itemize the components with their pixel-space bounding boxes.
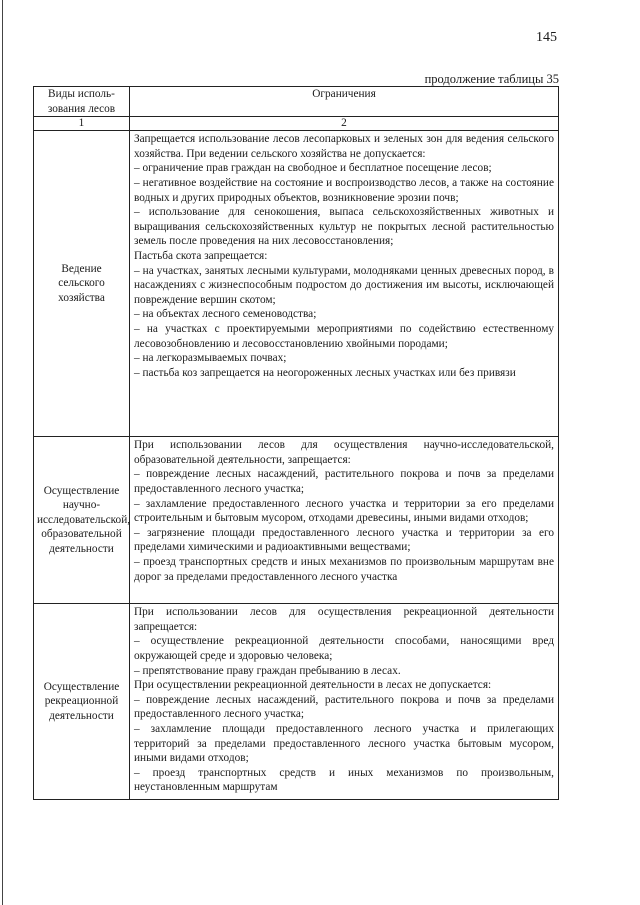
row-restrictions <box>130 604 559 800</box>
header-restrictions: Ограничения <box>130 87 559 117</box>
row-restrictions <box>130 131 559 437</box>
table-row <box>34 437 559 604</box>
table-header-row <box>34 87 559 117</box>
restriction-line: – препятствование праву граждан пребыванию в лесах. <box>134 664 401 677</box>
restrictions-table <box>33 86 559 800</box>
page-number: 145 <box>536 30 557 45</box>
restriction-line: – на участках, занятых лесными культурами, молодняками ценных древесных пород, в насаждениях с жизнеспособным подростом до достижения им высоты, исключающей повреждение вершин скотом; <box>134 264 554 306</box>
row-category: Осуществление рекреационной деятельности <box>34 604 130 800</box>
column-number-2: 2 <box>130 117 559 131</box>
restriction-line: – повреждение лесных насаждений, растительного покрова и почв за пределами предоставленного лесного участка; <box>134 468 554 495</box>
restriction-line: При использовании лесов для осуществления научно-исследовательской, образовательной деятельности, запрещается: <box>134 439 554 466</box>
restriction-line: – пастьба коз запрещается на неогороженных лесных участках или без привязи <box>134 366 516 379</box>
restriction-line: – использование для сенокошения, выпаса сельскохозяйственных животных и выращивания сельскохозяйственных культур не покрытых лесной растительностью земель после проведения на них лесовосстановления; <box>134 206 554 248</box>
column-number-1: 1 <box>34 117 130 131</box>
restriction-line: Пастьба скота запрещается: <box>134 249 268 262</box>
restriction-line: Запрещается использование лесов лесопарковых и зеленых зон для ведения сельского хозяйства. При ведении сельского хозяйства не допускается: <box>134 133 554 160</box>
restriction-line: При использовании лесов для осуществления рекреационной деятельности запрещается: <box>134 606 554 633</box>
row-category: Ведение сельского хозяйства <box>34 131 130 437</box>
table-continuation-label: продолжение таблицы 35 <box>424 72 559 86</box>
restriction-line: – повреждение лесных насаждений, растительного покрова и почв за пределами предоставленного лесного участка; <box>134 693 554 721</box>
restriction-line: – проезд транспортных средств и иных механизмов по произвольным маршрутам вне дорог за пределами предоставленного лесного участка <box>134 555 554 583</box>
restriction-line: – на участках с проектируемыми мероприятиями по содействию естественному лесовозобновлению и лесовосстановлению хвойными породами; <box>134 322 554 350</box>
restriction-line: – проезд транспортных средств и иных механизмов по произвольным, неустановленным маршрутам <box>134 766 554 794</box>
restriction-line: – загрязнение площади предоставленного лесного участка и территории за его пределами химическими и радиоактивными веществами; <box>134 526 554 554</box>
table-row <box>34 604 559 800</box>
table-row <box>34 131 559 437</box>
restriction-line: – на объектах лесного семеноводства; <box>134 308 317 321</box>
restriction-line: – на легкоразмываемых почвах; <box>134 352 287 365</box>
header-forest-use-types: Виды исполь-зования лесов <box>34 87 130 117</box>
page-binding-edge <box>2 0 3 905</box>
restriction-line: – захламление предоставленного лесного участка и территории за его пределами строительным и бытовым мусором, отходами древесины, иными видами отходов; <box>134 497 554 525</box>
restriction-line: При осуществлении рекреационной деятельности в лесах не допускается: <box>134 679 492 692</box>
column-number-row <box>34 117 559 131</box>
row-category: Осуществление научно-исследовательской, образовательной деятельности <box>34 437 130 604</box>
row-restrictions <box>130 437 559 604</box>
restriction-line: – негативное воздействие на состояние и воспроизводство лесов, а также на состояние водных и других природных объектов, возникновение эрозии почв; <box>134 176 554 204</box>
restriction-line: – захламление площади предоставленного лесного участка и прилегающих территорий за пределами предоставленного лесного участка бытовым мусором, иными видами отходов; <box>134 722 554 765</box>
restriction-line: – осуществление рекреационной деятельности способами, наносящими вред окружающей среде и здоровью человека; <box>134 635 554 662</box>
restriction-line: – ограничение прав граждан на свободное и бесплатное посещение лесов; <box>134 162 492 175</box>
